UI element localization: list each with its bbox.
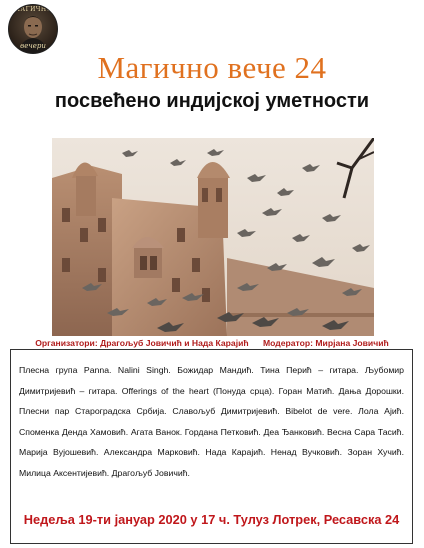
moderator-text: Модератор: Мирјана Јовичић — [263, 338, 389, 348]
event-photo — [52, 138, 374, 336]
organizers-text: Организатори: Драгољуб Јовичић и Нада Карајић — [35, 338, 249, 348]
participants-list: Плесна група Panna. Nalini Singh. Божидар Мандић. Тина Перић – гитара. Љубомир Димитријевић – гитара. Offerings of the heart (Понуда срца). Горан Матић. Дања Дорошки. Плесни пар Староградска Србија. Славољуб Димитријевић. Bibelot de vere. Лола Ајић. Споменка Денда Хамовић. Агата Ванок. Гордана Петковић. Деа Ђанковић. Весна Сара Тасић. Марија Вујошевић. Александра Марковић. Нада Карајић. Ненад Вучковић. Зоран Хучић. Милица Аксентијевић. Драгољуб Јовичић. — [19, 365, 404, 478]
magicno-logo — [8, 4, 58, 54]
logo-bottom-text: вечери — [20, 42, 46, 50]
event-date-location: Недеља 19-ти јануар 2020 у 17 ч. Тулуз Лотрек, Ресавска 24 — [23, 512, 400, 527]
logo-top-text: МАГИЧНО — [13, 6, 53, 13]
palace-pigeons-image — [52, 138, 374, 336]
organizers-line — [0, 338, 424, 348]
page-title: Магично вече 24 — [97, 50, 327, 85]
participants-box — [10, 349, 413, 544]
page-subtitle: посвећено индијској уметности — [54, 90, 370, 112]
